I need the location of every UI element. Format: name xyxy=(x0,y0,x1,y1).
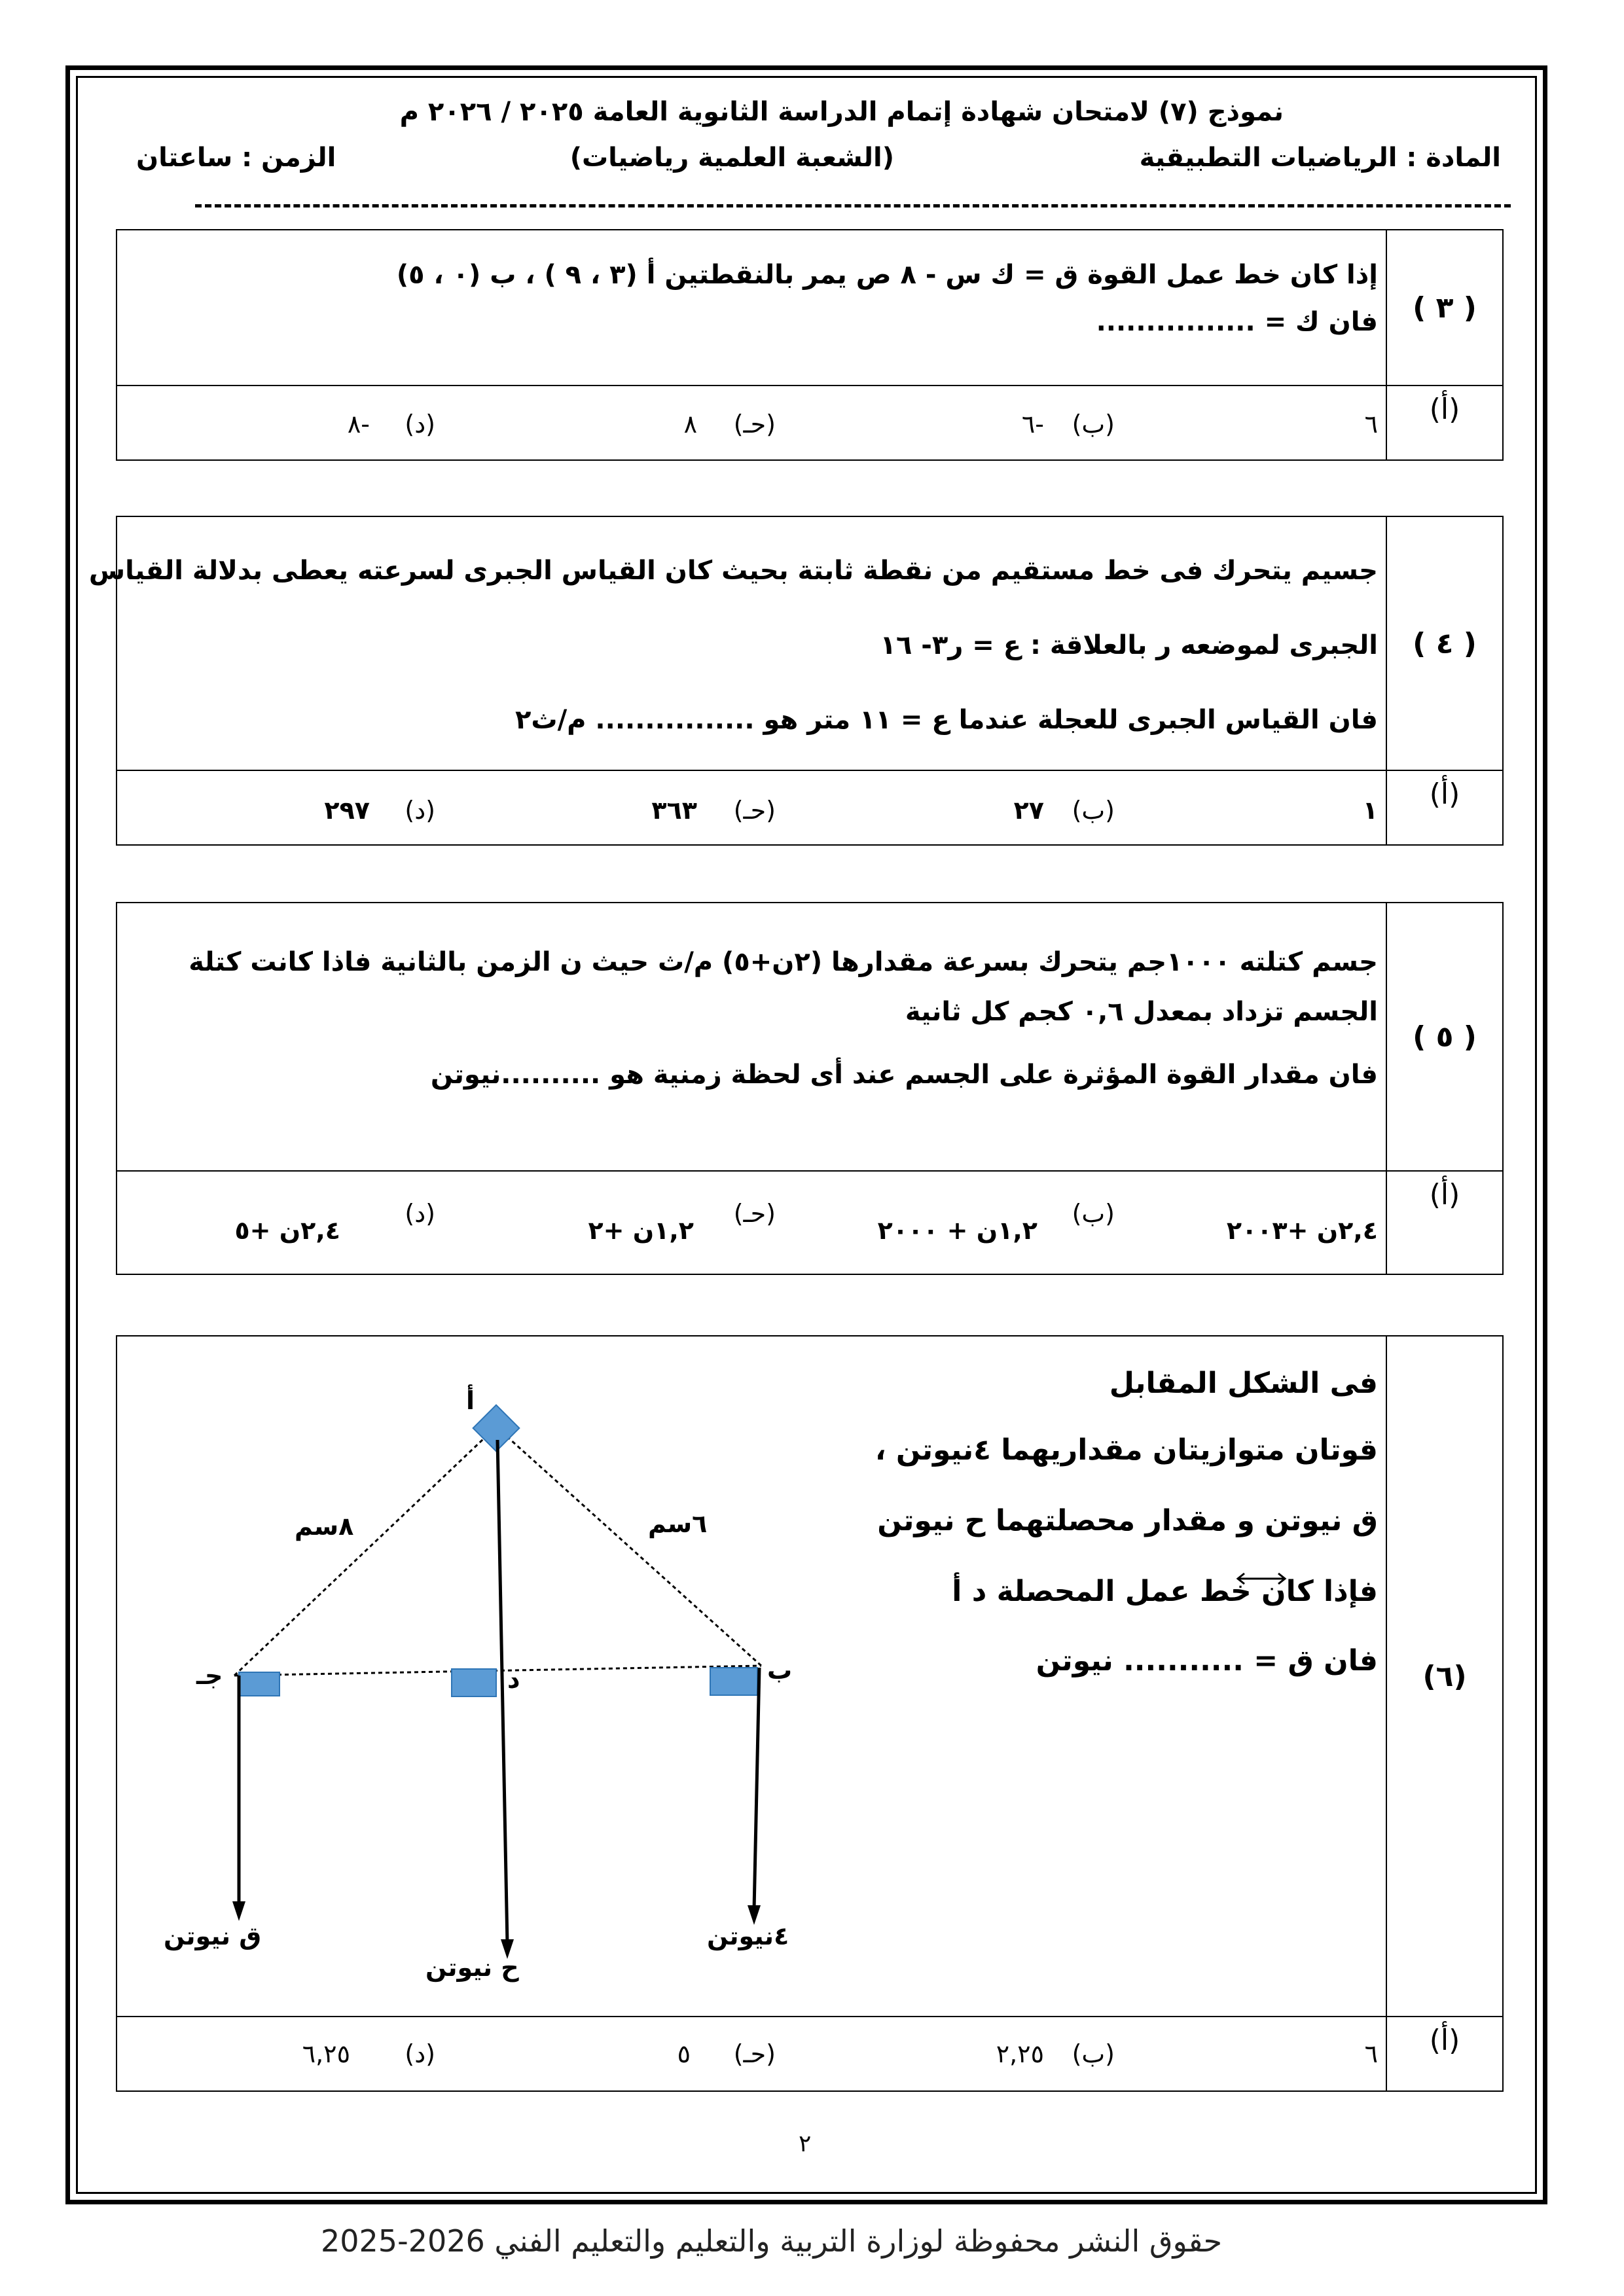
force-mid-label: ح نيوتن xyxy=(425,1953,519,1982)
question-line: فان مقدار القوة المؤثرة على الجسم عند أى لحظة زمنية هو ..........نيوتن xyxy=(430,1060,1378,1090)
question-line: فإذا كان خط عمل المحصلة د أ xyxy=(952,1575,1378,1608)
question-line: فى الشكل المقابل xyxy=(1109,1367,1378,1400)
question-line: ق نيوتن و مقدار محصلتهما ح نيوتن xyxy=(877,1504,1378,1537)
option-c-value[interactable]: ٣٦٣ xyxy=(651,796,697,825)
point-a-label: أ xyxy=(466,1386,475,1415)
option-a-value[interactable]: ٦ xyxy=(1364,2039,1378,2068)
option-c-label[interactable]: (حـ) xyxy=(733,2039,776,2068)
option-b-value[interactable]: ٢٧ xyxy=(1013,796,1044,825)
question-line: فان ق = ........... نيوتن xyxy=(1036,1644,1378,1677)
option-d-value[interactable]: ٦,٢٥ xyxy=(302,2039,350,2068)
option-d-label[interactable]: (د) xyxy=(405,796,435,825)
option-c-value[interactable]: ١,٢ن +٢ xyxy=(588,1216,694,1245)
option-b-label[interactable]: (ب) xyxy=(1072,1199,1115,1228)
option-c-label[interactable]: (حـ) xyxy=(733,796,776,825)
question-number: ( ٤ ) xyxy=(1386,517,1502,770)
point-b-label: ب xyxy=(767,1656,793,1685)
option-c-value[interactable]: ٨ xyxy=(683,410,697,439)
option-a-value[interactable]: ١ xyxy=(1362,796,1378,825)
option-d-value[interactable]: ٢,٤ن +٥ xyxy=(234,1216,340,1245)
option-c-label[interactable]: (حـ) xyxy=(733,410,776,439)
arrow-head-left-icon xyxy=(232,1901,245,1921)
length-left-label: ٨سم xyxy=(295,1512,354,1541)
point-j-label: جـ xyxy=(196,1661,223,1690)
question-line: جسم كتلته ١٠٠٠جم يتحرك بسرعة مقدارها (٢ن+٥) م/ث حيث ن الزمن بالثانية فاذا كانت كتلة xyxy=(189,947,1378,977)
point-d-label: د xyxy=(507,1665,520,1694)
block-j xyxy=(239,1672,280,1696)
force-arrow-right xyxy=(754,1668,759,1910)
option-b-label[interactable]: (ب) xyxy=(1072,796,1115,825)
option-d-value[interactable]: ٢٩٧ xyxy=(324,796,370,825)
page-number: ٢ xyxy=(799,2130,812,2157)
option-a-label[interactable]: (أ) xyxy=(1386,771,1502,844)
option-b-value[interactable]: ٢,٢٥ xyxy=(996,2039,1044,2068)
question-number: ( ٣ ) xyxy=(1386,230,1502,385)
question-line: فان القياس الجبرى للعجلة عندما ع = ١١ متر هو ................ م/ث٢ xyxy=(514,705,1378,735)
option-a-label[interactable]: (أ) xyxy=(1386,2017,1502,2090)
exam-title: نموذج (٧) لامتحان شهادة إتمام الدراسة الثانوية العامة ٢٠٢٥ / ٢٠٢٦ م xyxy=(399,97,1284,127)
question-line: إذا كان خط عمل القوة ق = ك س - ٨ ص يمر بالنقطتين أ (٣ ، ٩ ) ، ب (٠ ، ٥) xyxy=(396,260,1378,290)
option-a-label[interactable]: (أ) xyxy=(1386,386,1502,459)
option-d-label[interactable]: (د) xyxy=(405,410,435,439)
option-d-label[interactable]: (د) xyxy=(405,2039,435,2068)
length-right-label: ٦سم xyxy=(648,1509,708,1538)
option-b-value[interactable]: ١,٢ن + ٢٠٠٠ xyxy=(877,1216,1038,1245)
segment-aj xyxy=(234,1427,496,1676)
subject-label: المادة : الرياضيات التطبيقية xyxy=(1139,143,1501,173)
branch-label: (الشعبة العلمية رياضيات) xyxy=(569,143,894,173)
question-line: قوتان متوازيتان مقداريهما ٤نيوتن ، xyxy=(875,1433,1378,1467)
option-b-label[interactable]: (ب) xyxy=(1072,410,1115,439)
time-label: الزمن : ساعتان xyxy=(136,143,336,173)
option-d-value[interactable]: -٨ xyxy=(347,410,370,439)
question-line: الجبرى لموضعه ر بالعلاقة : ع = ر٣- ١٦ xyxy=(880,630,1378,660)
answers-6-box xyxy=(116,2016,1504,2092)
option-a-value[interactable]: ٦ xyxy=(1364,410,1378,439)
question-line: جسيم يتحرك فى خط مستقيم من نقطة ثابتة بحيث كان القياس الجبرى لسرعته يعطى بدلالة القياس xyxy=(88,556,1378,586)
copyright-footer: حقوق النشر محفوظة لوزارة التربية والتعليم والتعليم الفني 2026-2025 xyxy=(321,2223,1223,2259)
segment-jb xyxy=(234,1666,761,1676)
force-right-label: ٤نيوتن xyxy=(707,1922,789,1950)
option-a-value[interactable]: ٢,٤ن +٢٠٠٣ xyxy=(1226,1216,1378,1245)
block-d xyxy=(452,1669,496,1696)
option-b-label[interactable]: (ب) xyxy=(1072,2039,1115,2068)
option-c-label[interactable]: (حـ) xyxy=(733,1199,776,1228)
question-number: ( ٥ ) xyxy=(1386,903,1502,1170)
block-b xyxy=(710,1668,757,1695)
question-number: (٦) xyxy=(1386,1336,1502,2016)
question-line: الجسم تزداد بمعدل ٠,٦ كجم كل ثانية xyxy=(905,997,1378,1027)
option-b-value[interactable]: -٦ xyxy=(1021,410,1044,439)
force-arrow-mid xyxy=(497,1440,507,1944)
force-left-label: ق نيوتن xyxy=(164,1922,262,1950)
option-a-label[interactable]: (أ) xyxy=(1386,1172,1502,1274)
question-line: فان ك = ................ xyxy=(1096,307,1378,337)
segment-ab xyxy=(496,1427,761,1666)
option-c-value[interactable]: ٥ xyxy=(677,2039,691,2068)
option-d-label[interactable]: (د) xyxy=(405,1199,435,1228)
